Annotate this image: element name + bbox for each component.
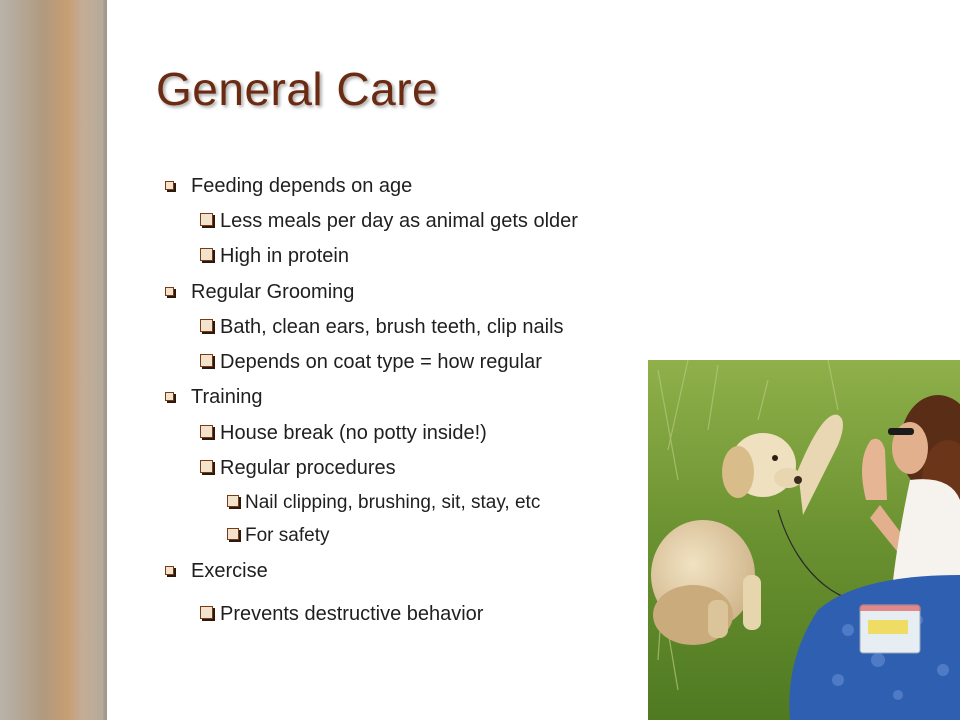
square-bullet-icon (227, 528, 239, 540)
bullet-item (200, 603, 483, 626)
square-bullet-icon (200, 354, 213, 367)
bullet-item (200, 245, 349, 268)
bullet-text: Less meals per day as animal gets older (220, 210, 578, 232)
bullet-text: Training (191, 386, 263, 408)
slide-title: General Care (156, 63, 439, 115)
square-bullet-icon (165, 566, 174, 575)
dog-training-photo (648, 360, 960, 720)
bullet-item (200, 457, 396, 480)
bullet-item (165, 281, 354, 304)
bullet-item (165, 560, 268, 583)
bullet-text: Regular Grooming (191, 281, 355, 303)
bullet-text: Depends on coat type = how regular (220, 351, 542, 373)
bullet-text: Prevents destructive behavior (220, 603, 484, 625)
square-bullet-icon (200, 606, 213, 619)
bullet-text: High in protein (220, 245, 349, 267)
square-bullet-icon (200, 319, 213, 332)
bullet-item (227, 492, 540, 514)
bullet-item (200, 422, 487, 445)
square-bullet-icon (200, 213, 213, 226)
bullet-text: For safety (245, 525, 330, 546)
bullet-item (165, 386, 263, 409)
bullet-text: Feeding depends on age (191, 175, 413, 197)
square-bullet-icon (165, 181, 174, 190)
bullet-text: Exercise (191, 560, 268, 582)
bullet-item (227, 525, 329, 547)
bullet-text: House break (no potty inside!) (220, 422, 487, 444)
square-bullet-icon (165, 287, 174, 296)
square-bullet-icon (165, 392, 174, 401)
bullet-item (200, 210, 578, 233)
square-bullet-icon (227, 495, 239, 507)
bullet-text: Bath, clean ears, brush teeth, clip nails (220, 316, 564, 338)
bullet-text: Nail clipping, brushing, sit, stay, etc (245, 492, 541, 513)
bullet-text: Regular procedures (220, 457, 396, 479)
square-bullet-icon (200, 248, 213, 261)
bullet-item (200, 316, 564, 339)
square-bullet-icon (200, 425, 213, 438)
bullet-item (200, 351, 542, 374)
square-bullet-icon (200, 460, 213, 473)
bullet-item (165, 175, 412, 198)
decorative-side-band (0, 0, 107, 720)
